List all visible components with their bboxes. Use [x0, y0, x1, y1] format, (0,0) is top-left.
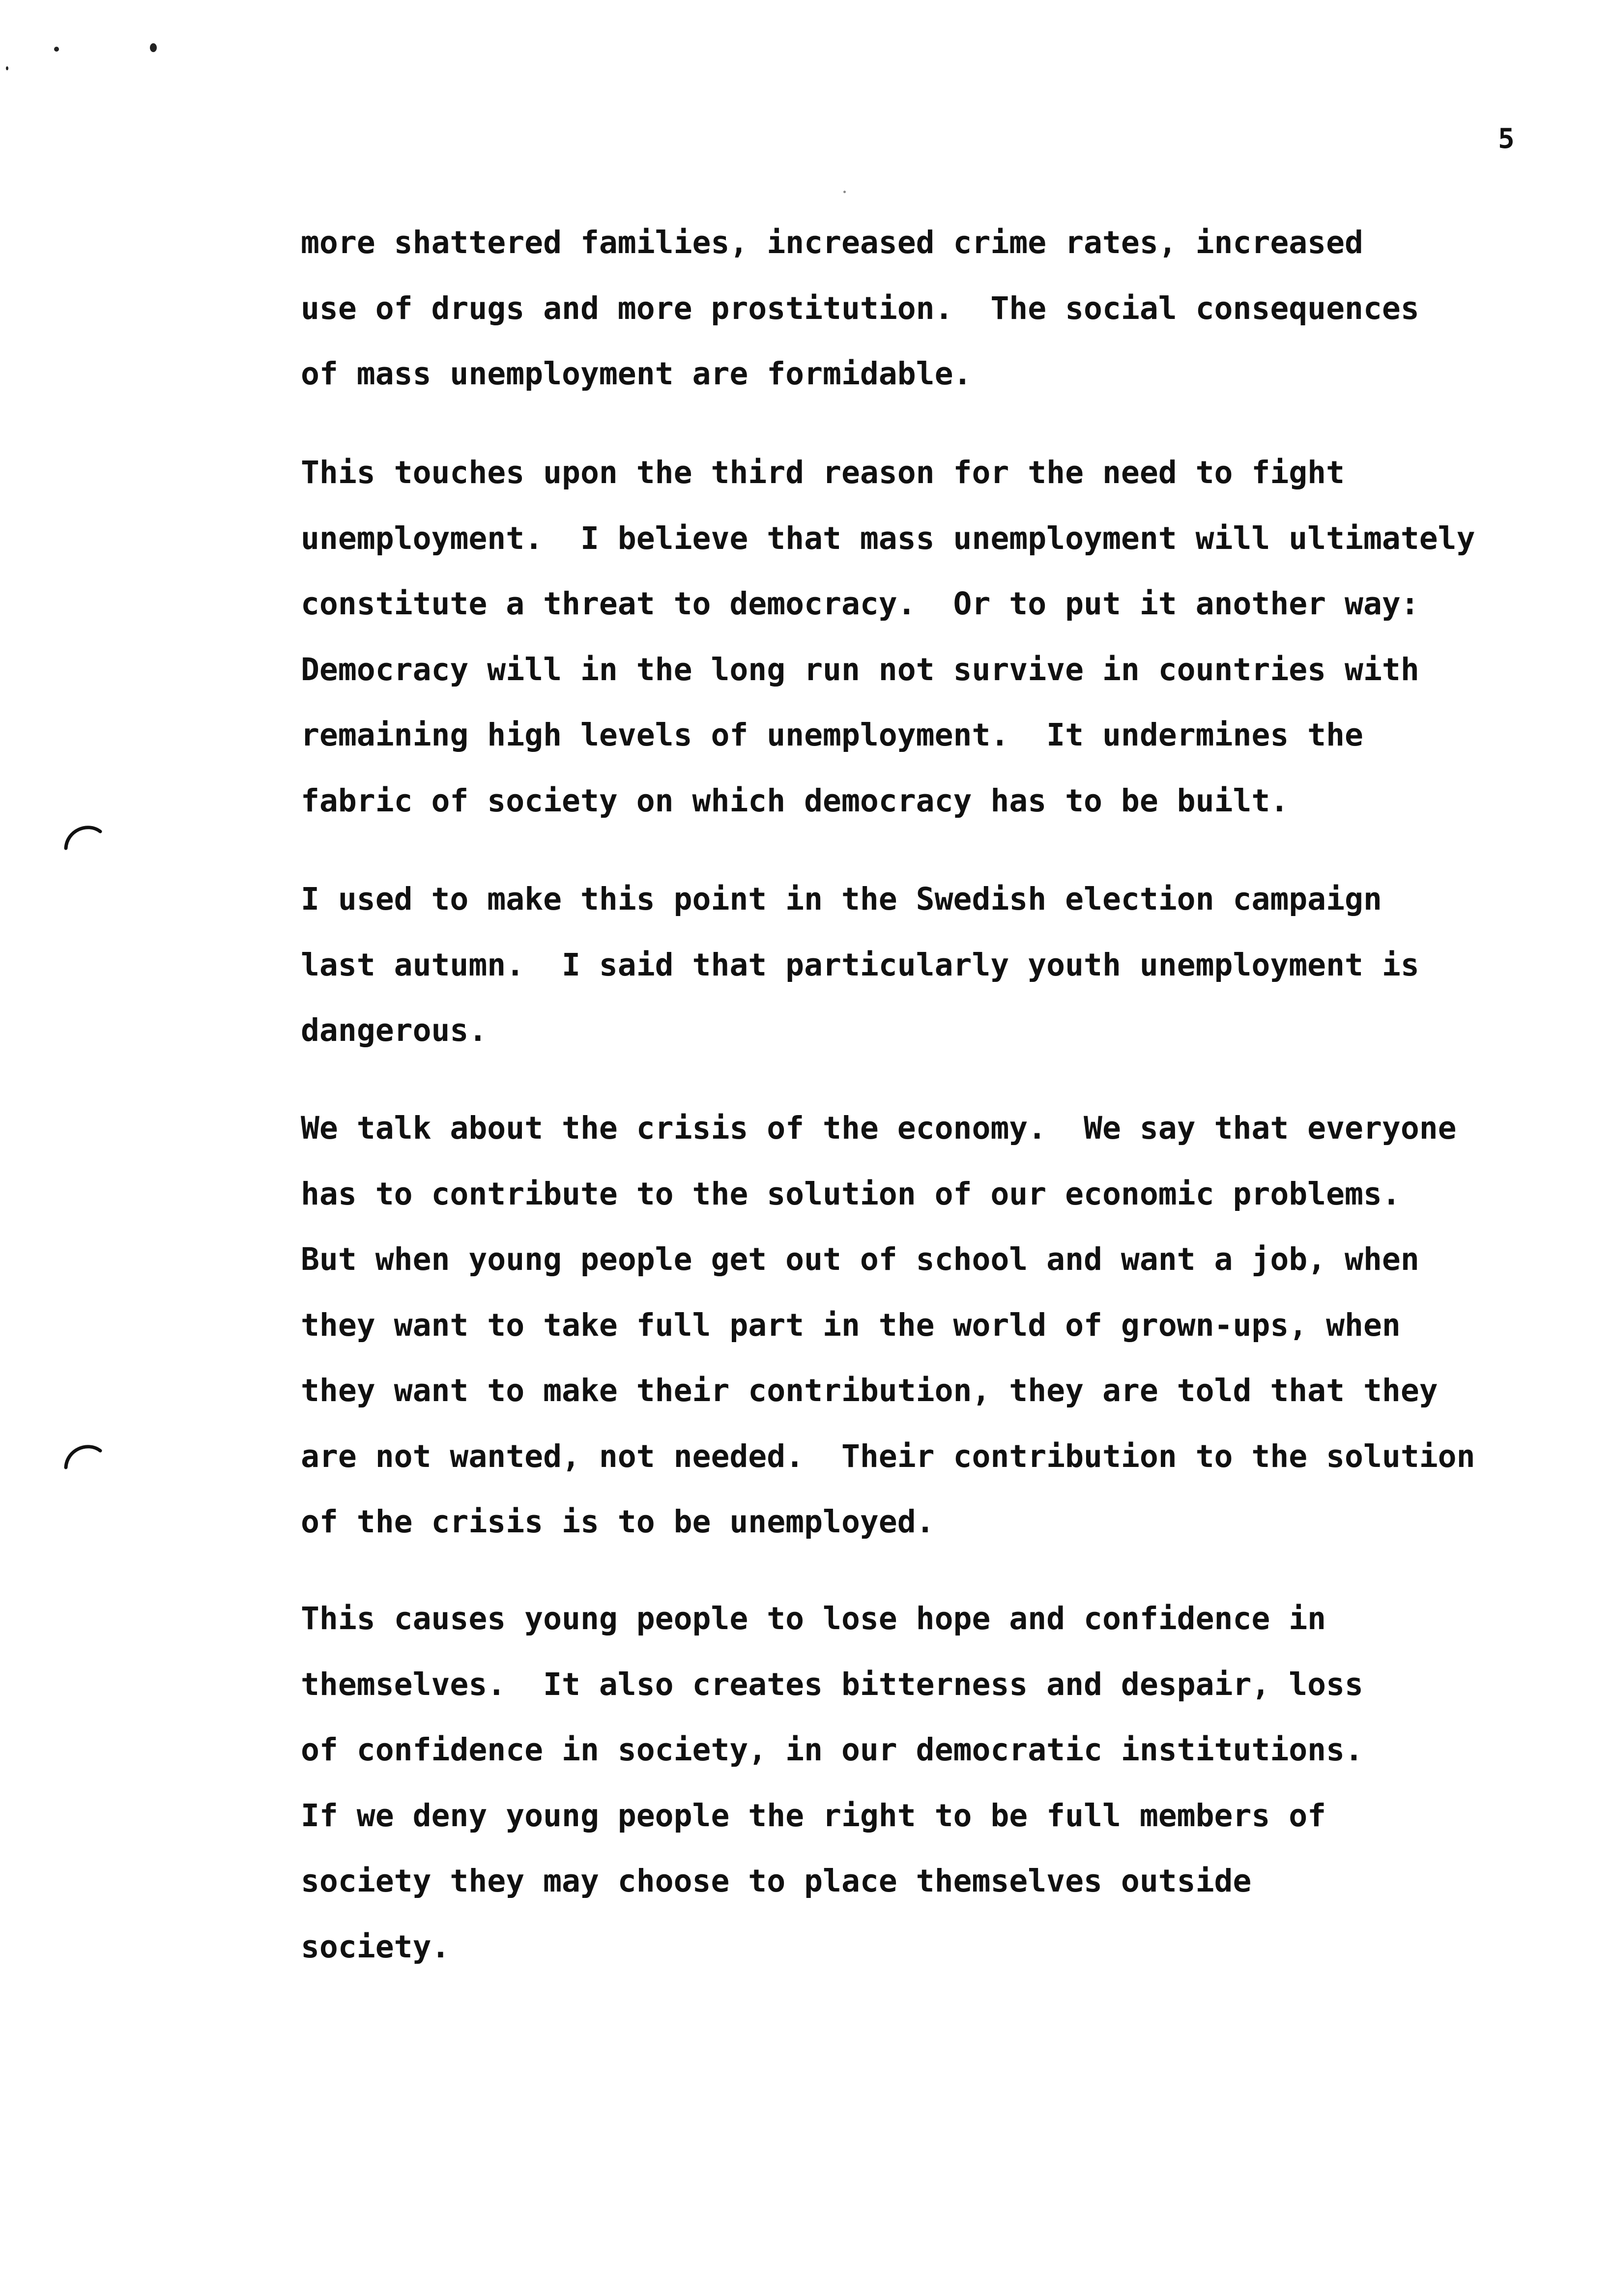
text-line: This causes young people to lose hope and confidence in: [301, 1601, 1326, 1636]
text-line: remaining high levels of unemployment. It undermines the: [301, 717, 1363, 753]
scan-speck: [6, 66, 8, 70]
paragraph: [301, 440, 1579, 833]
paragraph: [301, 866, 1579, 1063]
punch-hole-arc-icon: [63, 1440, 102, 1469]
text-line: they want to take full part in the world of grown-ups, when: [301, 1307, 1401, 1343]
text-line: But when young people get out of school and want a job, when: [301, 1241, 1419, 1277]
text-line: society they may choose to place themselves outside: [301, 1863, 1252, 1899]
text-line: of confidence in society, in our democratic institutions.: [301, 1732, 1363, 1768]
text-line: of the crisis is to be unemployed.: [301, 1504, 935, 1540]
paragraph: [301, 210, 1579, 407]
scan-speck: [54, 47, 59, 52]
text-line: If we deny young people the right to be full members of: [301, 1797, 1326, 1834]
text-line: I used to make this point in the Swedish election campaign: [301, 881, 1382, 917]
paragraph: [301, 1586, 1579, 1980]
punch-hole-arc-icon: [63, 821, 102, 850]
scan-speck: [843, 191, 846, 193]
text-line: Democracy will in the long run not survive in countries with: [301, 651, 1419, 688]
text-line: constitute a threat to democracy. Or to put it another way:: [301, 586, 1419, 622]
text-line: unemployment. I believe that mass unemployment will ultimately: [301, 520, 1475, 556]
text-line: last autumn. I said that particularly youth unemployment is: [301, 947, 1419, 983]
text-line: are not wanted, not needed. Their contribution to the solution: [301, 1438, 1475, 1474]
text-line: society.: [301, 1928, 450, 1965]
page-number: 5: [1498, 123, 1515, 155]
text-line: of mass unemployment are formidable.: [301, 356, 972, 392]
text-line: dangerous.: [301, 1012, 488, 1048]
text-line: they want to make their contribution, they are told that they: [301, 1373, 1438, 1408]
scan-speck: [150, 43, 157, 52]
text-line: fabric of society on which democracy has to be built.: [301, 782, 1289, 819]
text-line: has to contribute to the solution of our economic problems.: [301, 1176, 1401, 1212]
paragraph: [301, 1095, 1579, 1555]
text-line: more shattered families, increased crime rates, increased: [301, 225, 1363, 260]
text-line: This touches upon the third reason for the need to fight: [301, 455, 1345, 490]
text-line: use of drugs and more prostitution. The social consequences: [301, 290, 1419, 326]
text-line: themselves. It also creates bitterness and despair, loss: [301, 1666, 1363, 1702]
text-line: We talk about the crisis of the economy. We say that everyone: [301, 1110, 1457, 1146]
